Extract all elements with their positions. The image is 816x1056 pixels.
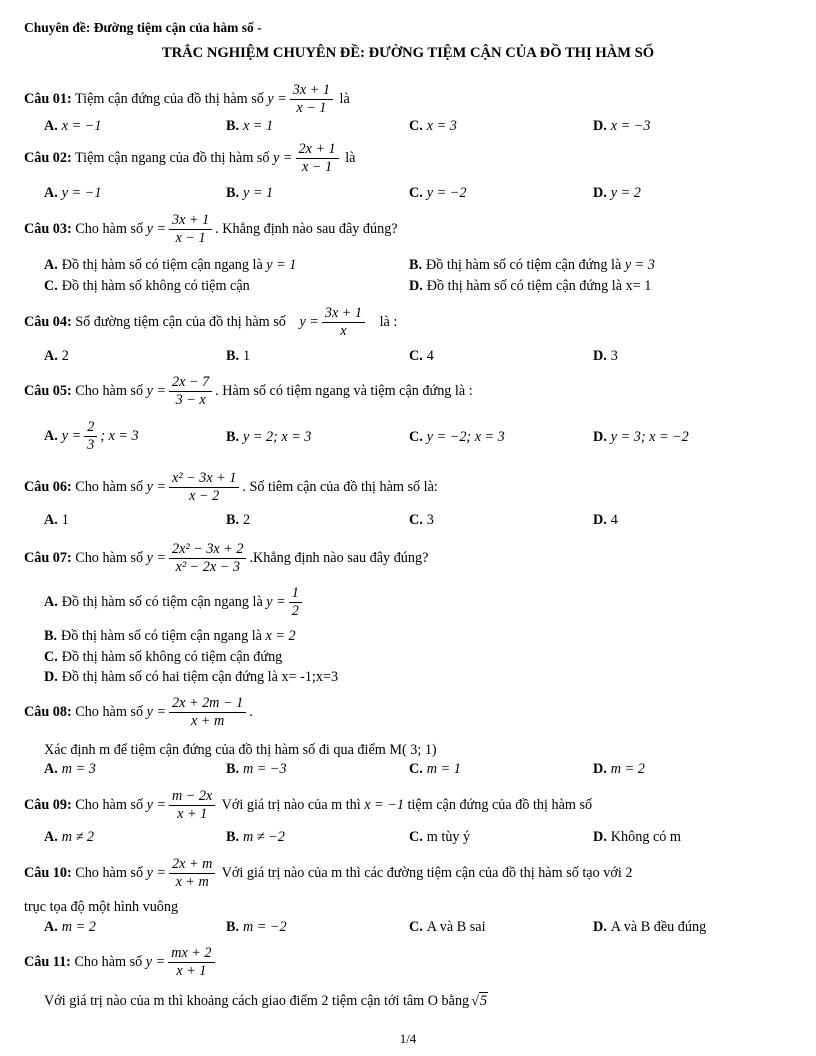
- question-11: Câu 11: Cho hàm số y = $\frac{mx + 2}{x + 1}$: [24, 945, 218, 980]
- option-c[interactable]: C. Đồ thị hàm số không có tiệm cận: [44, 278, 250, 294]
- option-b[interactable]: B. 1: [226, 348, 251, 364]
- fraction: $\frac{3x + 1}{x}$: [322, 305, 365, 340]
- fraction: $\frac{2x + 1}{x - 1}$: [296, 141, 339, 176]
- question-6: Câu 06: Cho hàm số y = $\frac{\text{x² − 3x + 1}}{x - 2}$ . Số tiêm cận của đồ thị hàm số là:: [24, 470, 438, 504]
- question-9: Câu 09: Cho hàm số y = $\frac{m - 2x}{x + 1}$ Với giá trị nào của m thì x = −1 tiệm cận đứng của đồ thị hàm số: [24, 788, 593, 822]
- option-c[interactable]: C. m = 1: [409, 761, 461, 777]
- fraction: $\frac{1}{2}$: [289, 585, 302, 620]
- option-b[interactable]: B. y = 2; x = 3: [226, 429, 312, 445]
- option-c[interactable]: C. 4: [409, 348, 434, 364]
- question-label: Câu 05:: [24, 382, 72, 399]
- option-a[interactable]: A. m = 2: [44, 919, 96, 935]
- question-label: Câu 09:: [24, 796, 72, 813]
- fraction: $\frac{2}{3}$: [84, 419, 97, 454]
- option-a[interactable]: A. 1: [44, 512, 69, 528]
- question-label: Câu 03:: [24, 220, 72, 237]
- question-11-prompt: Với giá trị nào của m thì khoảng cách giao điểm 2 tiệm cận tới tâm O bằng √5: [44, 993, 488, 1009]
- option-c[interactable]: C. m tùy ý: [409, 829, 471, 845]
- fraction: $\frac{3x + 1}{x - 1}$: [169, 212, 212, 247]
- question-3: Câu 03: Cho hàm số y = $\frac{3x + 1}{x - 1}$ . Khẳng định nào sau đây đúng?: [24, 212, 398, 246]
- option-c[interactable]: C. x = 3: [409, 118, 457, 134]
- option-d[interactable]: D. Đồ thị hàm số có hai tiệm cận đứng là x= -1;x=3: [44, 669, 339, 685]
- question-2: Câu 02: Tiệm cận ngang của đồ thị hàm số y = $\frac{2x + 1}{x - 1}$ là: [24, 141, 356, 175]
- question-10-cont: trục tọa độ một hình vuông: [24, 899, 179, 915]
- option-a[interactable]: A. Đồ thị hàm số có tiệm cận ngang là y = $\frac{1}{2}$: [44, 585, 305, 620]
- fraction: $\frac{m - 2x}{x + 1}$: [169, 788, 215, 823]
- option-d[interactable]: D. 4: [593, 512, 618, 528]
- question-label: Câu 01:: [24, 90, 72, 107]
- option-c[interactable]: C. 3: [409, 512, 434, 528]
- option-c[interactable]: C. y = −2; x = 3: [409, 429, 505, 445]
- fraction: $\frac{\text{x² − 3x + 1}}{x - 2}$: [169, 470, 239, 505]
- fraction: $\frac{\text{2x² − 3x + 2}}{\text{x² − 2x − 3}}$: [169, 541, 246, 576]
- option-b[interactable]: B. m ≠ −2: [226, 829, 285, 845]
- option-d[interactable]: D. Đồ thị hàm số có tiệm cận đứng là x= 1: [409, 278, 652, 294]
- fraction: $\frac{3x + 1}{x - 1}$: [290, 82, 333, 117]
- fraction: $\frac{2x - 7}{3 - x}$: [169, 374, 212, 409]
- fraction: $\frac{2x + 2m - 1}{x + m}$: [169, 695, 246, 730]
- question-5: Câu 05: Cho hàm số y = $\frac{2x - 7}{3 - x}$ . Hàm số có tiệm ngang và tiệm cận đứng là :: [24, 374, 473, 408]
- fraction: $\frac{mx + 2}{x + 1}$: [168, 945, 214, 980]
- question-label: Câu 04:: [24, 313, 72, 330]
- question-1: Câu 01: Tiệm cận đứng của đồ thị hàm số y = $\frac{3x + 1}{x - 1}$ là: [24, 82, 350, 116]
- question-label: Câu 11:: [24, 953, 71, 970]
- question-label: Câu 10:: [24, 864, 72, 881]
- question-8-prompt: Xác định m để tiệm cận đứng của đồ thị hàm số đi qua điểm M( 3; 1): [44, 742, 437, 758]
- option-b[interactable]: B. Đồ thị hàm số có tiệm cận đứng là y = 3: [409, 257, 655, 273]
- option-d[interactable]: D. 3: [593, 348, 618, 364]
- fraction: $\frac{2x + m}{x + m}$: [169, 856, 215, 891]
- question-label: Câu 08:: [24, 703, 72, 720]
- option-d[interactable]: D. y = 3; x = −2: [593, 429, 689, 445]
- question-8: Câu 08: Cho hàm số y = $\frac{2x + 2m - 1}{x + m}$ .: [24, 695, 253, 729]
- option-b[interactable]: B. x = 1: [226, 118, 274, 134]
- option-d[interactable]: D. m = 2: [593, 761, 645, 777]
- option-c[interactable]: C. Đồ thị hàm số không có tiệm cận đứng: [44, 649, 283, 665]
- option-d[interactable]: D. x = −3: [593, 118, 651, 134]
- topic-header: Chuyên đề: Đường tiệm cận của hàm số -: [24, 20, 262, 35]
- option-d[interactable]: D. y = 2: [593, 185, 641, 201]
- page-title: TRẮC NGHIỆM CHUYÊN ĐỀ: ĐƯỜNG TIỆM CẬN CỦA ĐỒ THỊ HÀM SỐ: [161, 45, 655, 61]
- option-a[interactable]: A. m = 3: [44, 761, 96, 777]
- option-c[interactable]: C. A và B sai: [409, 919, 486, 935]
- option-a[interactable]: A. y = $\frac{2}{3}$ ; x = 3: [44, 419, 139, 453]
- question-4: Câu 04: Số đường tiệm cận của đồ thị hàm số y = $\frac{3x + 1}{x}$ là :: [24, 305, 398, 339]
- option-a[interactable]: A. Đồ thị hàm số có tiệm cận ngang là y = 1: [44, 257, 297, 273]
- option-d[interactable]: D. A và B đều đúng: [593, 919, 707, 935]
- option-b[interactable]: B. y = 1: [226, 185, 274, 201]
- question-10: Câu 10: Cho hàm số y = $\frac{2x + m}{x + m}$ Với giá trị nào của m thì các đường tiệm cận của đồ thị hàm số tạo với 2: [24, 856, 633, 890]
- page-number: 1/4: [399, 1031, 417, 1046]
- option-a[interactable]: A. 2: [44, 348, 69, 364]
- sqrt-symbol: √5: [471, 993, 488, 1009]
- option-c[interactable]: C. y = −2: [409, 185, 467, 201]
- option-b[interactable]: B. 2: [226, 512, 251, 528]
- question-label: Câu 02:: [24, 149, 72, 166]
- option-a[interactable]: A. x = −1: [44, 118, 102, 134]
- option-b[interactable]: B. Đồ thị hàm số có tiệm cận ngang là x = 2: [44, 628, 296, 644]
- question-label: Câu 06:: [24, 478, 72, 495]
- option-a[interactable]: A. m ≠ 2: [44, 829, 95, 845]
- question-label: Câu 07:: [24, 549, 72, 566]
- option-d[interactable]: D. Không có m: [593, 829, 681, 845]
- option-b[interactable]: B. m = −3: [226, 761, 287, 777]
- option-b[interactable]: B. m = −2: [226, 919, 287, 935]
- option-a[interactable]: A. y = −1: [44, 185, 102, 201]
- question-7: Câu 07: Cho hàm số y = $\frac{\text{2x² − 3x + 2}}{\text{x² − 2x − 3}}$ .Khẳng định nào sau đây đúng?: [24, 541, 429, 575]
